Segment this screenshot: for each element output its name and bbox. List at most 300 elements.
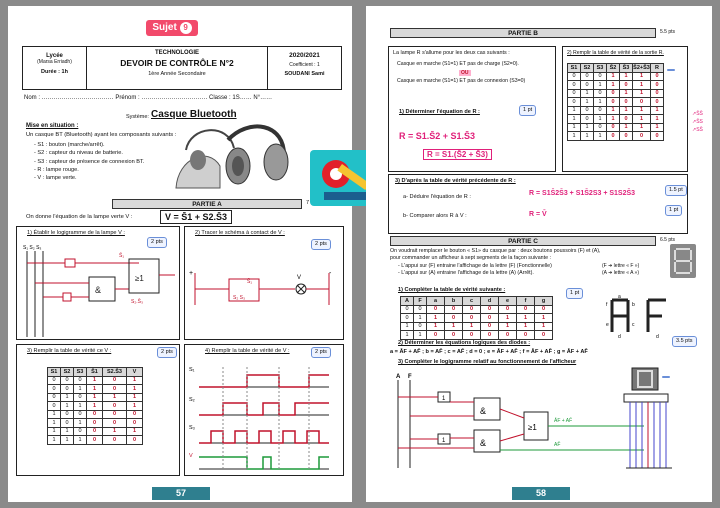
table-cell: 1 — [87, 393, 103, 402]
table-cell: 0 — [651, 72, 664, 81]
col-head: S̄3 — [620, 64, 633, 73]
table-cell: 1 — [568, 115, 581, 124]
table-cell: 0 — [633, 98, 651, 107]
svg-text:b: b — [632, 302, 635, 308]
page-number: 58 — [512, 487, 570, 500]
col-head: S̄2 — [607, 64, 620, 73]
q2-box — [184, 226, 344, 340]
table-cell: 0 — [481, 322, 499, 331]
cq1-points: 1 pt — [566, 288, 583, 299]
q3-points: 2 pts — [157, 347, 177, 358]
table-cell: 1 — [414, 331, 427, 340]
q3b-box — [388, 174, 688, 234]
table-cell: 1 — [48, 419, 61, 428]
col-head: S2 — [61, 368, 74, 377]
margin-notes: ↗S̄S̄ ↗S̄S ↗SS̄ — [692, 111, 703, 133]
table-cell: 0 — [48, 376, 61, 385]
table-cell: 1 — [127, 402, 143, 411]
svg-text:V: V — [189, 453, 193, 459]
table-row — [48, 376, 143, 385]
table-cell: 0 — [427, 331, 445, 340]
partie-a-points: 7 — [306, 200, 310, 206]
table-cell: 1 — [74, 385, 87, 394]
table-row — [401, 314, 553, 323]
case-1: Casque en marche (S1=1) ET pas de charge (S2=0). — [397, 61, 519, 67]
table-cell: 0 — [74, 393, 87, 402]
table-cell: 1 — [103, 393, 127, 402]
table-cell: 0 — [499, 331, 517, 340]
table-cell: 0 — [61, 385, 74, 394]
col-head: S2.S̄3 — [103, 368, 127, 377]
table-cell: 0 — [620, 115, 633, 124]
contact-schema — [189, 249, 339, 339]
header-box — [22, 46, 342, 90]
table-cell: 0 — [127, 419, 143, 428]
table-row — [568, 115, 664, 124]
table-cell: 1 — [127, 385, 143, 394]
table-cell: 1 — [74, 436, 87, 445]
table-cell: 0 — [594, 106, 607, 115]
table-cell: 0 — [103, 402, 127, 411]
table-cell: 1 — [633, 106, 651, 115]
component-r: - R : lampe rouge. — [34, 166, 79, 173]
svg-text:F: F — [408, 374, 412, 380]
truth-table-r — [567, 63, 664, 141]
q1-points: 2 pts — [147, 237, 167, 248]
q3-box — [16, 344, 180, 476]
cq3-label: 3) Compléter le logigramme relatif au fonctionnement de l'afficheur — [398, 359, 577, 365]
table-cell: 1 — [633, 123, 651, 132]
table-cell: 0 — [581, 106, 594, 115]
table-cell: 0 — [87, 410, 103, 419]
system-name: Casque Bluetooth — [151, 109, 237, 120]
table-header-row — [568, 64, 664, 73]
table-row — [401, 331, 553, 340]
table-cell: 0 — [594, 123, 607, 132]
table-cell: 0 — [568, 89, 581, 98]
equation-v: V = S̄1 + S2.S̄3 — [160, 210, 232, 224]
q1b-label: 1) Déterminer l'équation de R : — [399, 109, 480, 115]
q3b-answer: R = V̄ — [529, 211, 547, 218]
svg-text:c: c — [632, 322, 635, 328]
table-row — [568, 132, 664, 141]
table-cell: 0 — [581, 72, 594, 81]
partie-b-header: PARTIE B — [390, 28, 656, 38]
col-head: e — [499, 297, 517, 306]
table-cell: 1 — [401, 331, 414, 340]
arrow-a: (A ➜ lettre « A ») — [602, 270, 639, 277]
page-57 — [8, 6, 352, 502]
table-header-row — [48, 368, 143, 377]
table-row — [48, 402, 143, 411]
table-cell: 0 — [607, 132, 620, 141]
q2b-label: 2) Remplir la table de vérité de la sortie R. — [567, 50, 664, 56]
table-cell: 1 — [633, 115, 651, 124]
table-cell: 0 — [87, 436, 103, 445]
col-head: a — [427, 297, 445, 306]
svg-text:S̄₁: S̄₁ — [247, 279, 253, 285]
svg-text:S₂: S₂ — [189, 397, 195, 403]
table-cell: 0 — [535, 305, 553, 314]
table-cell: 1 — [535, 322, 553, 331]
table-cell: 1 — [463, 322, 481, 331]
c-arrows — [602, 263, 639, 278]
component-v: - V : lampe verte. — [34, 175, 77, 182]
svg-text:&: & — [95, 285, 102, 295]
table-cell: 1 — [87, 402, 103, 411]
table-cell: 0 — [620, 98, 633, 107]
table-cell: 1 — [517, 322, 535, 331]
diode-equations: a = ĀF + AF̄ ; b = AF̄ ; c = AF̄ ; d = 0 ; e = ĀF + AF̄ ; f = ĀF + AF̄ ; g = ĀF + AF̄ — [390, 349, 588, 355]
r-equation-2: R = S1.(S̄2 + S̄3) — [423, 149, 492, 160]
table-cell: 0 — [607, 123, 620, 132]
table-cell: 1 — [401, 322, 414, 331]
table-row — [568, 106, 664, 115]
svg-text:ĀF + AF̄: ĀF + AF̄ — [554, 418, 573, 424]
q2-label: 2) Tracer le schéma à contact de V : — [195, 230, 285, 236]
table-cell: 1 — [61, 427, 74, 436]
svg-text:d: d — [656, 334, 659, 340]
table-cell: 1 — [633, 89, 651, 98]
table-cell: 0 — [61, 419, 74, 428]
partie-a-header: PARTIE A — [112, 199, 302, 209]
col-head: S2 — [581, 64, 594, 73]
table-row — [568, 81, 664, 90]
table-cell: 0 — [103, 410, 127, 419]
table-cell: 1 — [427, 322, 445, 331]
svg-text:S₁: S₁ — [189, 367, 195, 373]
table-cell: 1 — [633, 81, 651, 90]
svg-text:1: 1 — [442, 438, 446, 444]
table-row — [568, 98, 664, 107]
table-row — [48, 393, 143, 402]
table-cell: 1 — [61, 393, 74, 402]
col-head: g — [535, 297, 553, 306]
table-cell: 1 — [499, 322, 517, 331]
table-cell: 1 — [568, 106, 581, 115]
table-cell: 0 — [61, 410, 74, 419]
table-cell: 0 — [607, 89, 620, 98]
exam-title: DEVOIR DE CONTRÔLE N°2 — [120, 58, 234, 68]
student-info-line: Nom : ……………………………… Prénom : …………………………… Classe : 1S…… N°…… — [24, 95, 273, 101]
col-head: V — [127, 368, 143, 377]
table-cell: 0 — [481, 331, 499, 340]
c-intro-2: pour commander un afficheur à sept segments de la façon suivante : — [390, 255, 551, 262]
timing-diagram — [189, 359, 339, 474]
table-cell: 1 — [87, 376, 103, 385]
col-head: f — [517, 297, 535, 306]
arrow-f: (F ➜ lettre « F ») — [602, 263, 640, 269]
table-row — [568, 123, 664, 132]
table-cell: 1 — [517, 314, 535, 323]
q3a-label: a- Déduire l'équation de R : — [403, 194, 471, 200]
table-cell: 0 — [463, 331, 481, 340]
table-cell: 1 — [61, 436, 74, 445]
table-cell: 0 — [517, 305, 535, 314]
table-row — [48, 410, 143, 419]
segment-truth-table — [400, 296, 553, 340]
table-cell: 0 — [651, 132, 664, 141]
table-cell: 0 — [74, 376, 87, 385]
table-cell: 1 — [594, 132, 607, 141]
lamp-r-box — [388, 46, 556, 172]
table-cell: 1 — [607, 115, 620, 124]
col-head: S1 — [48, 368, 61, 377]
partie-c-header: PARTIE C — [390, 236, 656, 246]
table-cell: 1 — [633, 72, 651, 81]
sujet-label: Sujet — [152, 22, 177, 33]
components-list — [34, 141, 144, 182]
table-cell: 1 — [103, 427, 127, 436]
table-cell: 1 — [620, 106, 633, 115]
c-intro-1: On voudrait remplacer le bouton « S1» du casque par : deux boutons poussoirs (F) et (A), — [390, 248, 601, 254]
table-cell: 0 — [445, 305, 463, 314]
svg-text:&: & — [480, 438, 487, 448]
col-head: R — [651, 64, 664, 73]
table-cell: 0 — [651, 81, 664, 90]
sujet-badge — [146, 20, 198, 36]
col-head: S̄2+S̄3 — [633, 64, 650, 71]
table-row — [48, 436, 143, 445]
table-cell: 1 — [499, 314, 517, 323]
sujet-number: 9 — [180, 22, 192, 34]
col-head: S3 — [74, 368, 87, 377]
table-cell: 1 — [581, 123, 594, 132]
col-head: S1 — [568, 64, 581, 73]
table-cell: 1 — [594, 115, 607, 124]
table-cell: 0 — [74, 410, 87, 419]
lamp-r-intro: La lampe R s'allume pour les deux cas suivants : — [393, 50, 510, 56]
duration: Durée : 1h — [41, 69, 68, 75]
table-cell: 1 — [74, 402, 87, 411]
table-cell: 1 — [651, 106, 664, 115]
table-cell: 1 — [127, 393, 143, 402]
q3a-answer: R = S1S̄2S̄3 + S1S̄2S3 + S1S2S̄3 — [529, 190, 636, 197]
table-cell: 1 — [48, 410, 61, 419]
letter-a-f-displays — [604, 292, 684, 340]
table-cell: 1 — [651, 115, 664, 124]
table-row — [401, 322, 553, 331]
table-header-row — [401, 297, 553, 306]
table-row — [48, 385, 143, 394]
cq1-label: 1) Compléter la table de vérité suivante : — [398, 287, 506, 293]
svg-text:e: e — [606, 322, 609, 328]
table-row — [568, 89, 664, 98]
table-cell: 0 — [620, 81, 633, 90]
table-cell: 1 — [535, 314, 553, 323]
q3-label: 3) Remplir la table de vérité ce V : — [27, 348, 112, 354]
subject: TECHNOLOGIE — [154, 50, 199, 56]
table-cell: 0 — [103, 436, 127, 445]
table-cell: 0 — [581, 115, 594, 124]
svg-text:&: & — [480, 406, 487, 416]
level: 1ère Année Secondaire — [148, 71, 206, 77]
svg-text:S̄₁: S̄₁ — [119, 253, 125, 259]
svg-text:a: a — [618, 294, 621, 300]
table-cell: 0 — [445, 314, 463, 323]
svg-text:S₃: S₃ — [189, 425, 195, 431]
mise-title: Mise en situation : — [26, 123, 79, 129]
q3b2-label: b- Comparer alors R à V : — [403, 213, 467, 219]
table-cell: 1 — [620, 89, 633, 98]
table-row — [48, 427, 143, 436]
table-cell: 0 — [651, 98, 664, 107]
component-s1: - S1 : bouton (marche/arrêt). — [34, 142, 105, 148]
equation-intro: On donne l'équation de la lampe verte V : — [26, 214, 133, 220]
table-cell: 1 — [581, 89, 594, 98]
table-cell: 0 — [463, 314, 481, 323]
table-cell: 0 — [568, 72, 581, 81]
ou-label: OU — [461, 70, 469, 76]
table-cell: 1 — [568, 123, 581, 132]
svg-text:S₁ S₂ S₃: S₁ S₂ S₃ — [23, 245, 42, 251]
table-cell: 1 — [127, 427, 143, 436]
c-line-1: - L'appui sur (F) entraine l'affichage de la lettre (F) (Fonctionnelle) — [398, 262, 552, 269]
table-cell: 0 — [103, 376, 127, 385]
svg-text:V: V — [297, 275, 302, 281]
table-cell: 1 — [620, 72, 633, 81]
q4-points: 2 pts — [311, 347, 331, 358]
table-cell: 0 — [87, 427, 103, 436]
table-cell: 0 — [481, 314, 499, 323]
svg-text:AF̄: AF̄ — [554, 442, 561, 448]
component-s2: - S2 : capteur du niveau de batterie. — [34, 150, 123, 157]
q4-label: 4) Remplir la table de vérité de V : — [205, 348, 290, 354]
table-cell: 1 — [594, 98, 607, 107]
col-head: S̄1 — [87, 368, 103, 377]
table-cell: 0 — [103, 385, 127, 394]
table-cell: 0 — [568, 81, 581, 90]
q2b-points — [667, 69, 675, 71]
col-head: d — [481, 297, 499, 306]
logigram-v — [19, 241, 179, 341]
table-cell: 0 — [463, 305, 481, 314]
table-cell: 0 — [48, 393, 61, 402]
truth-table-v — [47, 367, 143, 445]
table-cell: 0 — [594, 72, 607, 81]
table-cell: 0 — [651, 89, 664, 98]
partie-c-points: 6.5 pts — [660, 237, 676, 243]
svg-text:S₂ S₃: S₂ S₃ — [233, 295, 246, 301]
r-equation-1: R = S1.S̄2 + S1.S̄3 — [399, 131, 476, 141]
table-cell: 1 — [568, 132, 581, 141]
cq2-label: 2) Déterminer les équations logiques des diodes : — [398, 340, 531, 346]
table-row — [401, 305, 553, 314]
col-head: A — [401, 297, 414, 306]
table-cell: 1 — [414, 314, 427, 323]
table-cell: 1 — [427, 314, 445, 323]
partie-b-points: 5.5 pts — [660, 29, 676, 35]
col-head: c — [463, 297, 481, 306]
svg-text:≥1: ≥1 — [528, 423, 537, 432]
seven-seg-icon — [670, 244, 696, 280]
coefficient: Coefficient : 1 — [289, 62, 320, 68]
table-cell: 1 — [48, 427, 61, 436]
q1-label: 1) Établir le logigramme de la lampe V : — [27, 230, 125, 236]
svg-text:-: - — [329, 270, 332, 277]
q1-box — [16, 226, 180, 340]
table-cell: 0 — [481, 305, 499, 314]
table-cell: 0 — [581, 81, 594, 90]
table-row — [48, 419, 143, 428]
svg-text:1: 1 — [442, 396, 446, 402]
table-cell: 0 — [414, 322, 427, 331]
case-2: Casque en marche (S1=1) ET pas de connexion (S3=0) — [397, 78, 526, 84]
table-cell: 0 — [499, 305, 517, 314]
table-cell: 0 — [427, 305, 445, 314]
table-cell: 0 — [401, 305, 414, 314]
table-cell: 0 — [594, 89, 607, 98]
table-cell: 1 — [581, 98, 594, 107]
school-year: 2020/2021 — [289, 52, 320, 59]
table-cell: 0 — [127, 436, 143, 445]
table-cell: 1 — [74, 419, 87, 428]
table-cell: 1 — [48, 436, 61, 445]
school-sub: (Marsa Erriadh) — [37, 59, 72, 65]
svg-text:A: A — [396, 374, 401, 380]
col-head: b — [445, 297, 463, 306]
headphones-illustration — [168, 118, 288, 198]
table-cell: 0 — [535, 331, 553, 340]
school: Lycée — [46, 53, 63, 59]
svg-text:f: f — [606, 302, 608, 308]
q3b-points: 1 pt — [665, 205, 682, 216]
table-cell: 1 — [445, 322, 463, 331]
page-58 — [366, 6, 712, 502]
q4-box — [184, 344, 344, 476]
table-cell: 0 — [74, 427, 87, 436]
table-cell: 0 — [103, 419, 127, 428]
table-cell: 0 — [517, 331, 535, 340]
page-number: 57 — [152, 487, 210, 500]
table-cell: 0 — [48, 385, 61, 394]
table-cell: 0 — [87, 419, 103, 428]
teacher: SOUDANI Sami — [284, 71, 325, 77]
table-cell: 1 — [61, 402, 74, 411]
cq2-points: 3.5 pts — [672, 336, 697, 347]
table-cell: 1 — [607, 106, 620, 115]
table-cell: 1 — [620, 123, 633, 132]
c-line-2: - L'appui sur (A) entraine l'affichage de la lettre (A) (Arrêt). — [398, 270, 534, 277]
q3b-label: 3) D'après la table de vérité précédente de R : — [395, 178, 516, 184]
table-cell: 0 — [48, 402, 61, 411]
table-cell: 1 — [581, 132, 594, 141]
table-cell: 1 — [127, 376, 143, 385]
table-cell: 1 — [607, 81, 620, 90]
table-cell: 0 — [127, 410, 143, 419]
table-row — [568, 72, 664, 81]
q2-points: 2 pts — [311, 239, 331, 250]
table-cell: 0 — [620, 132, 633, 141]
table-cell: 0 — [633, 132, 651, 141]
intro: Un casque BT (Bluetooth) ayant les composants suivants : — [26, 132, 177, 138]
table-cell: 1 — [651, 123, 664, 132]
table-cell: 0 — [607, 98, 620, 107]
svg-text:S₂.S̄₃: S₂.S̄₃ — [131, 299, 144, 305]
col-head: S3 — [594, 64, 607, 73]
q1b-points: 1 pt — [519, 105, 536, 116]
display-logigram — [394, 372, 694, 472]
table-cell: 0 — [401, 314, 414, 323]
table-cell: 0 — [445, 331, 463, 340]
table-cell: 1 — [607, 72, 620, 81]
table-r-box — [562, 46, 688, 172]
col-head: F — [414, 297, 427, 306]
table-cell: 0 — [414, 305, 427, 314]
component-s3: - S3 : capteur de présence de connexion BT. — [34, 158, 145, 165]
table-cell: 1 — [87, 385, 103, 394]
table-cell: 0 — [568, 98, 581, 107]
